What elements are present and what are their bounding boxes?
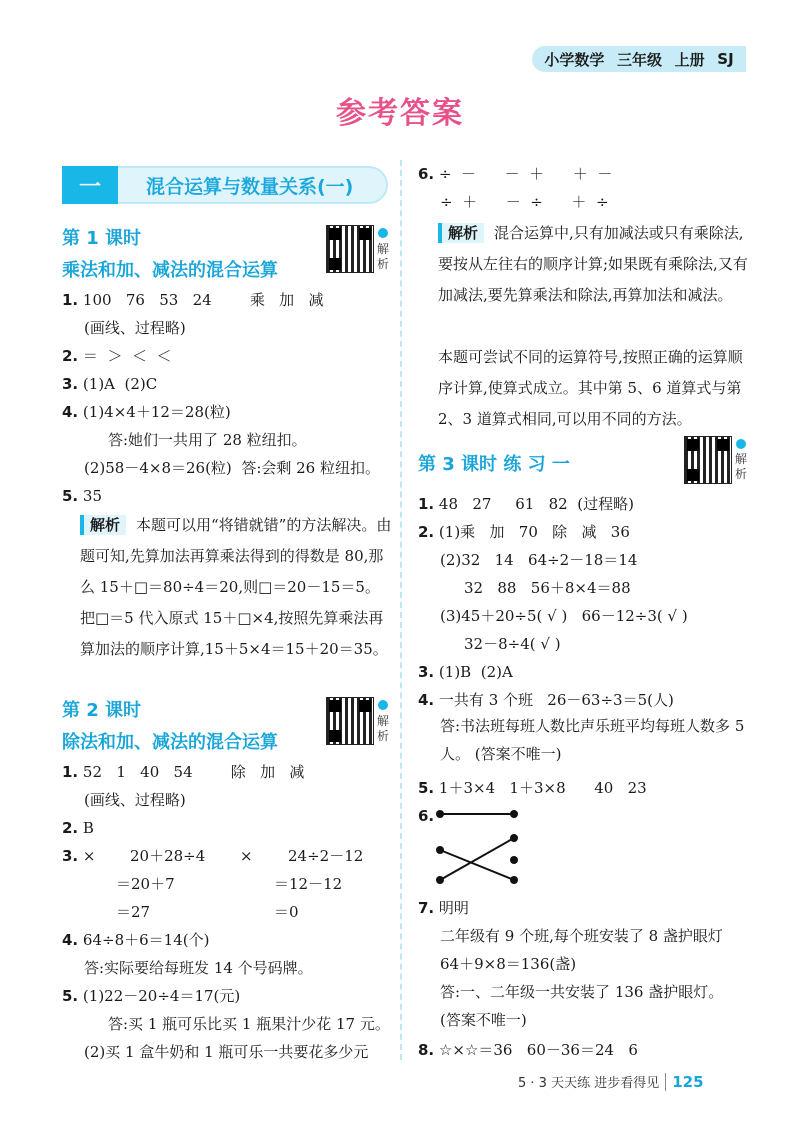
- play-icon: [378, 228, 388, 238]
- answer-text: (画线、过程略): [84, 319, 186, 337]
- qr-code-icon[interactable]: [684, 436, 732, 484]
- answer-text: (1)22－20÷4＝17(元): [82, 987, 241, 1005]
- lesson1-title: 第 1 课时: [62, 228, 142, 249]
- answer-text: 答:一、二年级一共安装了 136 盏护眼灯。: [440, 983, 724, 1001]
- unit-title: 混合运算与数量关系(一): [118, 166, 388, 204]
- answer-line: [62, 762, 304, 782]
- question-number: 5.: [62, 987, 79, 1005]
- answer-text: 52 1 40 54 除 加 减: [82, 763, 305, 781]
- question-number: 1.: [418, 495, 435, 513]
- unit-number: 一: [62, 166, 118, 204]
- play-icon: [378, 700, 388, 710]
- analysis-text: 混合运算中,只有加减法或只有乘除法,要按从左往右的顺序计算;如果既有乘除法,又有加减法,要先算乘法和除法,再算加法和减法。: [438, 224, 748, 304]
- answer-line: [62, 290, 323, 310]
- answer-text: 二年级有 9 个班,每个班安装了 8 盏护眼灯: [440, 927, 723, 945]
- answer-text: 32－8÷4( √ ): [464, 635, 561, 653]
- answer-text: 24÷2－12: [288, 847, 364, 865]
- answer-text: (1)4×4＋12＝28(粒): [82, 403, 231, 421]
- footer-brand: 5 · 3 天天练 进步看得见: [518, 1076, 660, 1091]
- answer-text: (1)B (2)A: [438, 663, 513, 681]
- answer-line: [62, 486, 102, 506]
- answer-text: ＝20＋7: [116, 875, 175, 893]
- answer-line: [418, 1040, 638, 1060]
- qr-label: 解析: [377, 714, 390, 743]
- question-number: 5.: [62, 487, 79, 505]
- page-title: 参考答案: [336, 96, 464, 131]
- answer-text: ÷ － － ＋ ＋ －: [438, 165, 613, 183]
- page-number: 125: [665, 1073, 703, 1091]
- unit-banner: [62, 166, 388, 204]
- question-number: 3.: [418, 663, 435, 681]
- answer-text: ÷ ＋ － ÷ ＋ ÷: [440, 193, 609, 211]
- lesson3-title: 第 3 课时 练 习 一: [418, 454, 570, 475]
- answer-text: 答:实际要给每班发 14 个号码牌。: [84, 959, 313, 977]
- question-number: 1.: [62, 763, 79, 781]
- answer-text: 100 76 53 24 乘 加 减: [82, 291, 324, 309]
- answer-text: (答案不唯一): [440, 1011, 527, 1029]
- analysis-text: 本题可尝试不同的运算符号,按照正确的运算顺序计算,使算式成立。其中第 5、6 道算式与第 2、3 道算式相同,可以用不同的方法。: [438, 348, 743, 428]
- answer-text: (3)45＋20÷5( √ ) 66－12÷3( √ ): [440, 607, 688, 625]
- qr-code-icon[interactable]: [326, 225, 374, 273]
- answer-text: (1)乘 加 70 除 减 36: [438, 523, 630, 541]
- question-number: 4.: [62, 931, 79, 949]
- volume-label: 上册: [674, 50, 705, 69]
- match-dot: [510, 856, 518, 864]
- answer-line: [62, 818, 94, 838]
- answer-text: (2)32 14 64÷2－18＝14: [440, 551, 638, 569]
- answer-line: [418, 522, 630, 542]
- answer-text: ☆×☆＝36 60－36＝24 6: [438, 1041, 638, 1059]
- answer-line: [62, 930, 209, 950]
- answer-text: ×: [82, 847, 96, 865]
- qr-label: 解析: [377, 242, 390, 271]
- question-number: 5.: [418, 779, 435, 797]
- answer-line: [62, 986, 240, 1006]
- answer-text: 20＋28÷4: [130, 847, 206, 865]
- match-line: [440, 838, 514, 880]
- footer: [518, 1072, 704, 1091]
- answer-text: ＝12－12: [274, 875, 343, 893]
- answer-line: [418, 662, 513, 682]
- answer-text: ＝0: [274, 903, 299, 921]
- question-number: 4.: [418, 691, 435, 709]
- play-icon: [736, 439, 746, 449]
- question-number: 6.: [418, 165, 435, 183]
- answer-line: [62, 846, 96, 866]
- question-number: 2.: [62, 347, 79, 365]
- match-dot: [510, 876, 518, 884]
- answer-text: 1＋3×4 1＋3×8 40 23: [438, 779, 647, 797]
- answer-text: 35: [82, 487, 103, 505]
- answer-text: (画线、过程略): [84, 791, 186, 809]
- question-number: 2.: [62, 819, 79, 837]
- column-divider: [400, 160, 402, 1060]
- match-dot: [436, 810, 444, 818]
- question-number: 3.: [62, 847, 79, 865]
- answer-text: (1)A (2)C: [82, 375, 158, 393]
- analysis-label: 解析: [80, 515, 126, 535]
- question-number: 6.: [418, 807, 435, 825]
- answer-text: 答:书法班每班人数比声乐班平均每班人数多 5 人。 (答案不唯一): [440, 717, 745, 763]
- match-line: [440, 850, 514, 880]
- analysis-block: [438, 218, 750, 311]
- qr-code-icon[interactable]: [326, 697, 374, 745]
- answer-text: 答:她们一共用了 28 粒纽扣。: [108, 431, 307, 449]
- answer-text: 32 88 56＋8×4＝88: [464, 579, 631, 597]
- answer-line: [418, 778, 647, 798]
- match-dot: [436, 846, 444, 854]
- match-dot: [436, 876, 444, 884]
- answer-line: [418, 690, 674, 710]
- answer-text: ＝27: [116, 903, 151, 921]
- answer-line: [62, 346, 172, 366]
- subject-label: 小学数学: [544, 50, 605, 69]
- lesson1-subtitle: 乘法和加、减法的混合运算: [62, 260, 278, 281]
- lesson2-title: 第 2 课时: [62, 700, 142, 721]
- lesson2-subtitle: 除法和加、减法的混合运算: [62, 732, 278, 753]
- answer-text: 答:买 1 瓶可乐比买 1 瓶果汁少花 17 元。: [108, 1015, 390, 1033]
- matching-diagram: [430, 806, 530, 890]
- answer-line: [418, 164, 612, 184]
- question-number: 3.: [62, 375, 79, 393]
- header-tag: [532, 46, 746, 72]
- answer-text: 48 27 61 82 (过程略): [438, 495, 634, 513]
- qr-label: 解析: [735, 452, 748, 481]
- answer-line: [62, 402, 231, 422]
- match-dot: [510, 834, 518, 842]
- answer-line: [418, 898, 469, 918]
- question-number: 8.: [418, 1041, 435, 1059]
- question-number: 1.: [62, 291, 79, 309]
- analysis-text: 本题可以用“将错就错”的方法解决。由题可知,先算加法再算乘法得到的得数是 80,那么 15＋□＝80÷4＝20,则□＝20－15＝5。把□＝5 代入原式 15＋□×4,按照先算乘法再算加法的顺序计算,15＋5×4＝15＋20＝35。: [80, 516, 392, 658]
- question-number: 2.: [418, 523, 435, 541]
- answer-text: 64＋9×8＝136(盏): [440, 955, 577, 973]
- answer-text: ×: [240, 847, 253, 865]
- answer-line: [418, 494, 634, 514]
- answer-text: 64÷8＋6＝14(个): [82, 931, 210, 949]
- answer-text: 一共有 3 个班 26－63÷3＝5(人): [438, 691, 674, 709]
- match-dot: [510, 810, 518, 818]
- grade-label: 三年级: [616, 50, 662, 69]
- question-number: 4.: [62, 403, 79, 421]
- edition-label: SJ: [717, 50, 734, 68]
- answer-line: [62, 374, 157, 394]
- analysis-block: [80, 510, 392, 665]
- answer-text: (2)58－4×8＝26(粒) 答:会剩 26 粒纽扣。: [84, 459, 380, 477]
- question-number: 7.: [418, 899, 435, 917]
- analysis-label: 解析: [438, 223, 484, 243]
- answer-text: (2)买 1 盒牛奶和 1 瓶可乐一共要花多少元: [84, 1043, 369, 1061]
- answer-text: B: [82, 819, 94, 837]
- answer-text: ＝ ＞ ＜ ＜: [82, 347, 172, 365]
- answer-text: 明明: [438, 899, 469, 917]
